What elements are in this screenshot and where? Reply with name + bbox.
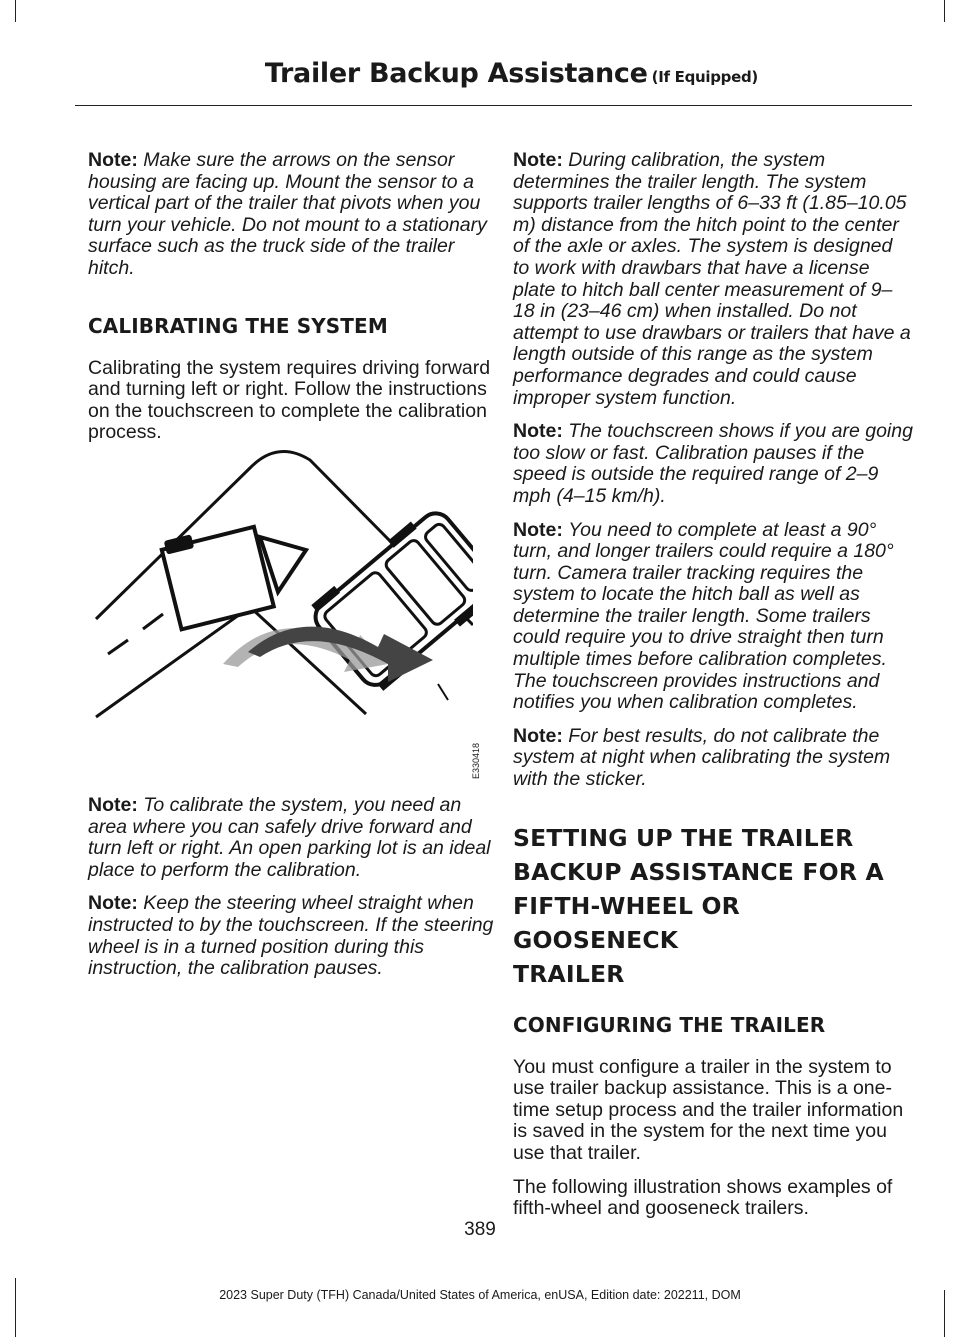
- section-heading-setup: [513, 821, 913, 991]
- figure-id: E330418: [471, 743, 481, 780]
- calibrating-body: Calibrating the system requires driving forward and turning left or right. Follow the instructions on the touchscreen to complete the calibration process.: [88, 356, 491, 444]
- page-header: [265, 58, 758, 89]
- note-sensor-mounting: Note: Make sure the arrows on the sensor housing are facing up. Mount the sensor to a vertical part of the trailer that pivots when you turn your vehicle. Do not mount to a stationary surface such as the truck side of the trailer hitch.: [88, 149, 487, 279]
- setup-heading-line: SETTING UP THE TRAILER: [513, 823, 854, 852]
- note-open-area: Note: To calibrate the system, you need an area where you can safely drive forward and turn left or right. An open parking lot is an ideal place to perform the calibration.: [88, 794, 491, 881]
- crop-mark-top-left: [15, 0, 16, 22]
- note-trailer-length: Note: During calibration, the system determines the trailer length. The system supports trailer lengths of 6–33 ft (1.85–10.05 m) distance from the hitch point to the center of the axle or axles. The system is designed to work with drawbars that have a license plate to hitch ball center measurement of 9–18 in (23–46 cm) when installed. Do not attempt to use drawbars or trailers that have a length outside of this range as the system performance degrades and could cause improper system function.: [513, 149, 911, 409]
- section-heading-configuring: CONFIGURING THE TRAILER: [513, 1012, 826, 1037]
- calibration-illustration: [88, 442, 481, 780]
- header-qualifier: (If Equipped): [651, 68, 758, 86]
- right-column: [513, 150, 913, 1232]
- crop-mark-bottom-left: [15, 1278, 16, 1337]
- note-night-calibration: Note: For best results, do not calibrate the system at night when calibrating the system with the sticker.: [513, 724, 891, 791]
- note-steering-straight: Note: Keep the steering wheel straight when instructed to by the touchscreen. If the steering wheel is in a turned position during this instruction, the calibration pauses.: [88, 892, 494, 980]
- left-column-lower: [88, 795, 500, 992]
- setup-heading-line: FIFTH-WHEEL OR GOOSENECK: [513, 891, 740, 954]
- left-column: [88, 150, 500, 456]
- footer-edition: 2023 Super Duty (TFH) Canada/United States of America, enUSA, Edition date: 202211, DOM: [219, 1288, 741, 1302]
- note-turn-requirement: Note: You need to complete at least a 90° turn, and longer trailers could require a 180° turn. Camera trailer tracking requires the system to locate the hitch ball as well as determine the trailer length. Some trailers could require you to drive straight then turn multiple times before calibration completes. The touchscreen provides instructions and notifies you when calibration completes.: [513, 518, 894, 714]
- calibration-drawing: [88, 442, 473, 747]
- header-title: Trailer Backup Assistance: [264, 58, 648, 89]
- page-number: 389: [464, 1219, 496, 1240]
- setup-heading-line: BACKUP ASSISTANCE FOR A: [513, 857, 884, 886]
- illustration-intro: The following illustration shows examples of fifth-wheel and gooseneck trailers.: [513, 1175, 893, 1220]
- crop-mark-top-right: [944, 0, 945, 22]
- note-speed-range: Note: The touchscreen shows if you are going too slow or fast. Calibration pauses if the speed is outside the required range of 2–9 mph (4–15 km/h).: [513, 420, 913, 507]
- setup-heading-line: TRAILER: [513, 959, 625, 988]
- header-rule: [75, 105, 912, 106]
- configuring-body: You must configure a trailer in the system to use trailer backup assistance. This is a one-time setup process and the trailer information is saved in the system for the next time you use that trailer.: [513, 1055, 904, 1164]
- section-heading-calibrating: CALIBRATING THE SYSTEM: [88, 313, 388, 338]
